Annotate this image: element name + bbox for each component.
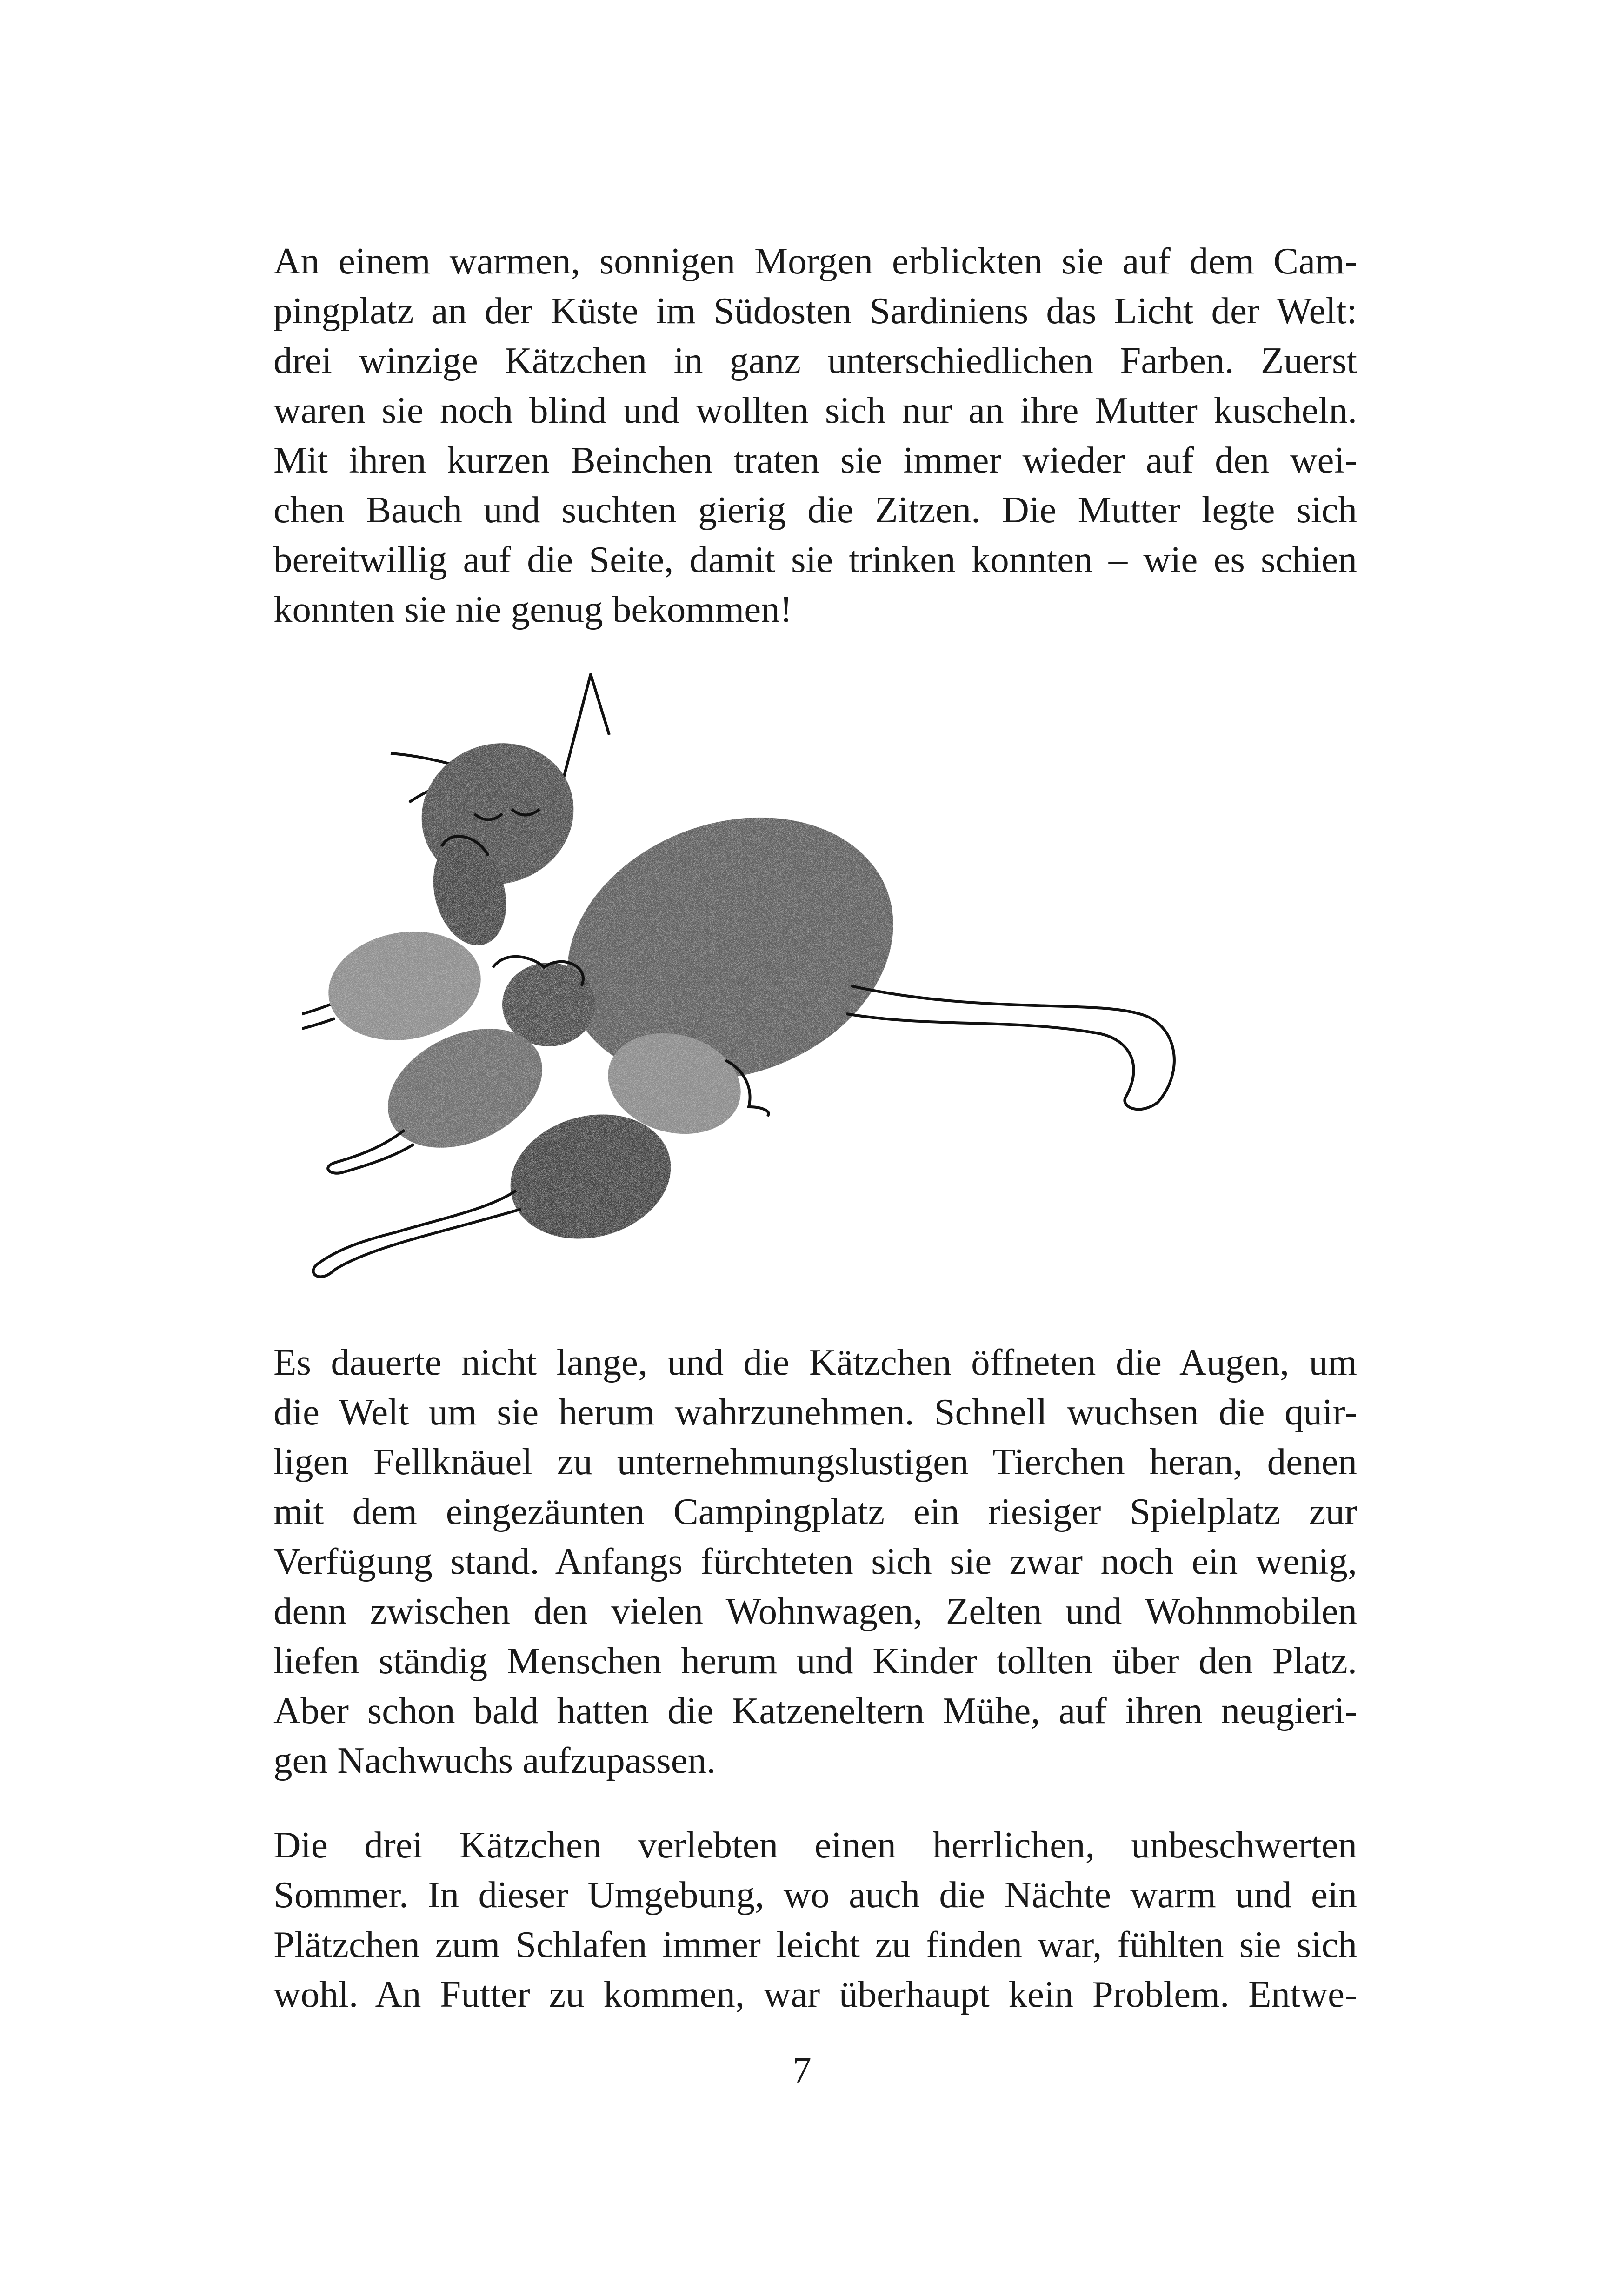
text-line: mit dem eingezäunten Campingplatz ein riesiger Spielplatz zur xyxy=(273,1491,1357,1532)
paragraph-summer xyxy=(273,1820,1357,2019)
text-line: chen Bauch und suchten gierig die Zitzen. Die Mutter legte sich xyxy=(273,489,1357,531)
text-line: waren sie noch blind und wollten sich nur an ihre Mutter kuscheln. xyxy=(273,389,1357,431)
kitten-tail-outline xyxy=(328,1130,414,1173)
text-line: Sommer. In dieser Umgebung, wo auch die Nächte warm und ein xyxy=(273,1874,1357,1916)
text-line: An einem warmen, sonnigen Morgen erblickten sie auf dem Cam- xyxy=(273,240,1357,282)
text-line: Plätzchen zum Schlafen immer leicht zu finden war, fühlten sie sich xyxy=(273,1923,1357,1965)
mother-ear-outline xyxy=(563,674,609,781)
mother-tail-outline xyxy=(846,986,1174,1109)
kitten-tail-outline xyxy=(302,1005,335,1054)
text-line: liefen ständig Menschen herum und Kinder tollten über den Platz. xyxy=(273,1640,1357,1682)
kitten-tail-outline xyxy=(313,1191,521,1277)
paragraph-birth xyxy=(273,236,1357,634)
page-number: 7 xyxy=(792,2049,812,2091)
text-line: wohl. An Futter zu kommen, war überhaupt kein Problem. Entwe- xyxy=(273,1973,1357,2015)
paragraph-growing-up xyxy=(273,1338,1357,1785)
text-line: Aber schon bald hatten die Katzeneltern Mühe, auf ihren neugieri- xyxy=(273,1690,1357,1731)
text-line: Mit ihren kurzen Beinchen traten sie immer wieder auf den wei- xyxy=(273,439,1357,481)
text-line: ligen Fellknäuel zu unternehmungslustigen Tierchen heran, denen xyxy=(273,1441,1357,1483)
text-line: Die drei Kätzchen verlebten einen herrlichen, unbeschwerten xyxy=(273,1824,1357,1866)
text-line: die Welt um sie herum wahrzunehmen. Schnell wuchsen die quir- xyxy=(273,1391,1357,1433)
text-line: konnten sie nie genug bekommen! xyxy=(273,588,792,630)
text-line: Verfügung stand. Anfangs fürchteten sich sie zwar noch ein wenig, xyxy=(273,1540,1357,1582)
text-line: drei winzige Kätzchen in ganz unterschiedlichen Farben. Zuerst xyxy=(273,339,1357,381)
text-line: gen Nachwuchs aufzupassen. xyxy=(273,1739,716,1781)
kitten-three xyxy=(313,1019,769,1277)
text-line: bereitwillig auf die Seite, damit sie trinken konnten – wie es schien xyxy=(273,539,1357,580)
stone-cats-illustration xyxy=(302,660,1325,1311)
text-line: pingplatz an der Küste im Südosten Sardiniens das Licht der Welt: xyxy=(273,290,1357,332)
text-line: denn zwischen den vielen Wohnwagen, Zelten und Wohnmobilen xyxy=(273,1590,1357,1632)
text-line: Es dauerte nicht lange, und die Kätzchen öffneten die Augen, um xyxy=(273,1341,1357,1383)
kitten-one xyxy=(302,832,517,1054)
